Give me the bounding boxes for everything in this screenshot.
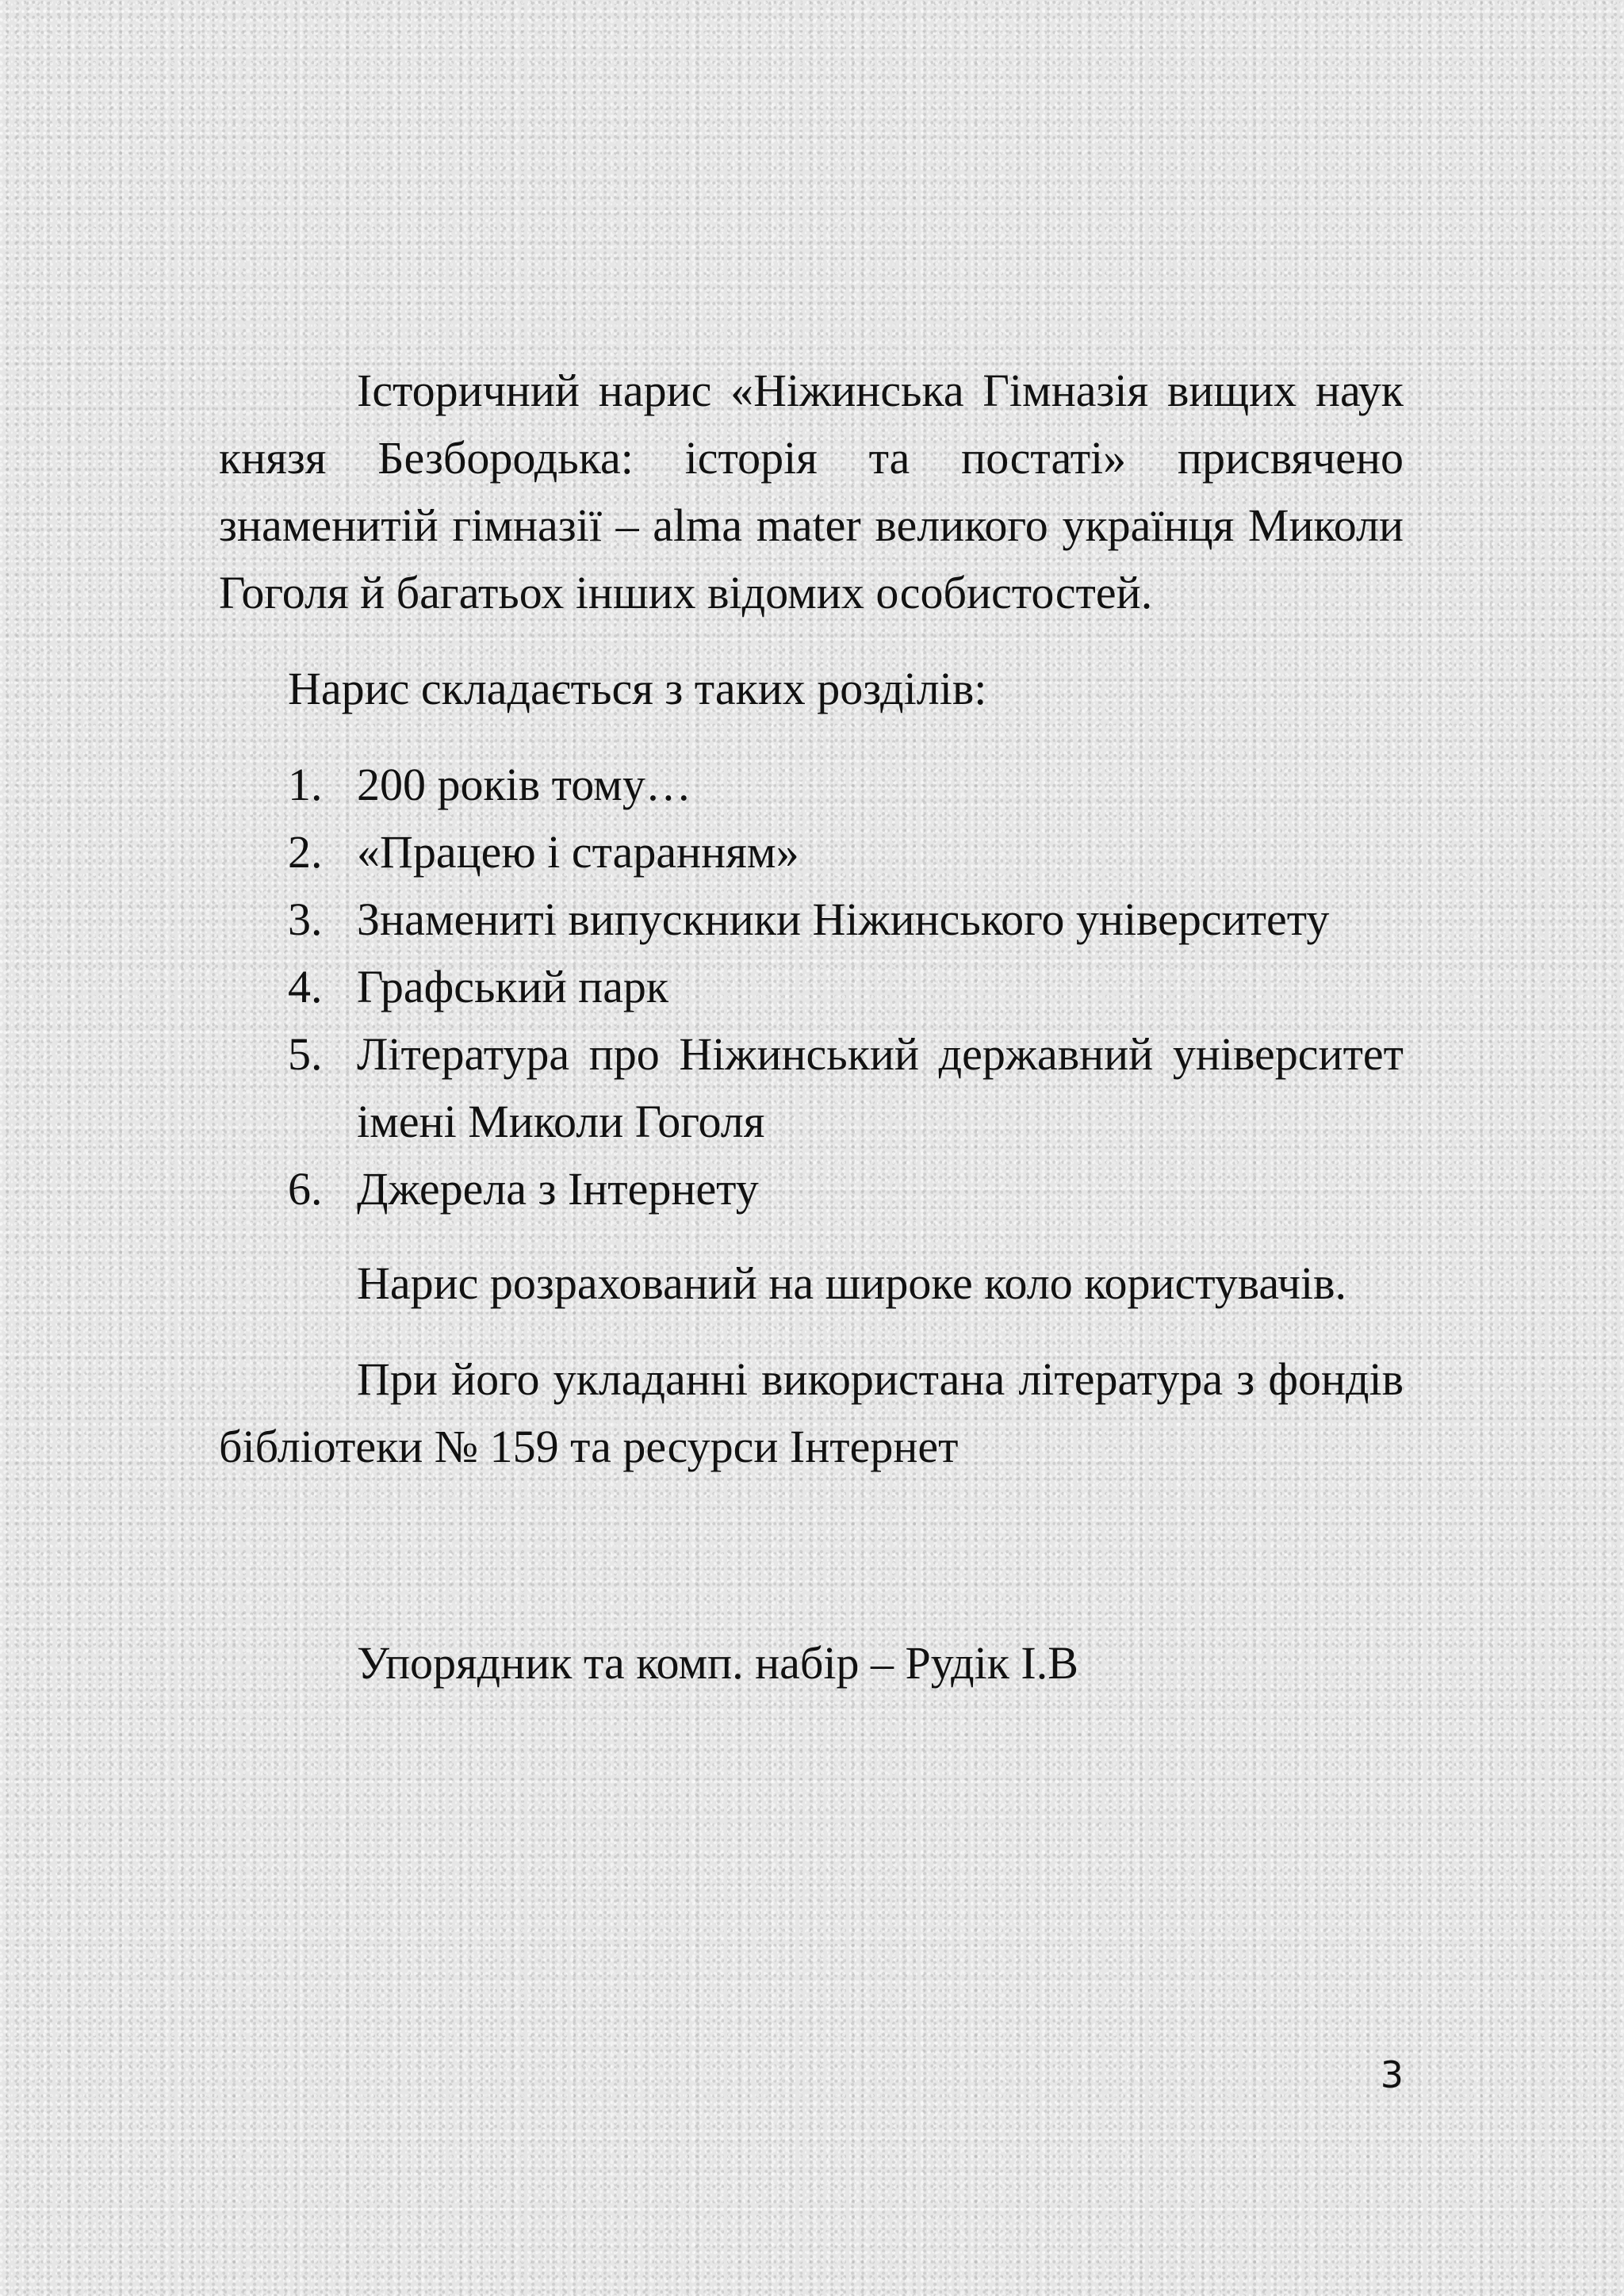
list-item-number: 4. bbox=[288, 961, 323, 1012]
list-item bbox=[219, 886, 1404, 953]
list-item-number: 6. bbox=[288, 1163, 323, 1215]
list-item-number: 2. bbox=[288, 826, 323, 878]
list-item-label: Графський парк bbox=[357, 961, 669, 1012]
sections-list bbox=[219, 751, 1404, 1223]
list-item-label: Література про Ніжинський державний університет імені Миколи Гоголя bbox=[357, 1028, 1404, 1147]
sections-intro: Нарис складається з таких розділів: bbox=[288, 663, 987, 714]
list-item bbox=[219, 1155, 1404, 1223]
page-body bbox=[219, 357, 1404, 1697]
list-item bbox=[219, 751, 1404, 818]
list-item-number: 3. bbox=[288, 894, 323, 945]
list-item bbox=[219, 953, 1404, 1020]
audience-paragraph: Нарис розрахований на широке коло користувачів. bbox=[357, 1257, 1347, 1309]
list-item-label: «Працею і старанням» bbox=[357, 826, 799, 878]
list-item bbox=[219, 1020, 1404, 1155]
list-item-number: 5. bbox=[288, 1028, 323, 1080]
intro-paragraph: Історичний нарис «Ніжинська Гімназія вищих наук князя Безбородька: історія та постаті» присвячено знаменитій гімназії – alma mater великого українця Миколи Гоголя й багатьох інших відомих особистостей. bbox=[219, 365, 1404, 618]
list-item-label: Знамениті випускники Ніжинського університету bbox=[357, 894, 1330, 945]
list-item-label: 200 років тому… bbox=[357, 759, 691, 810]
list-item-label: Джерела з Інтернету bbox=[357, 1163, 759, 1215]
list-item-number: 1. bbox=[288, 759, 323, 810]
sources-paragraph: При його укладанні використана література з фондів бібліотеки № 159 та ресурси Інтернет bbox=[219, 1353, 1404, 1472]
compiler-credit: Упорядник та комп. набір – Рудік І.В bbox=[357, 1637, 1078, 1689]
list-item bbox=[219, 818, 1404, 886]
page-number: 3 bbox=[1380, 2053, 1404, 2096]
